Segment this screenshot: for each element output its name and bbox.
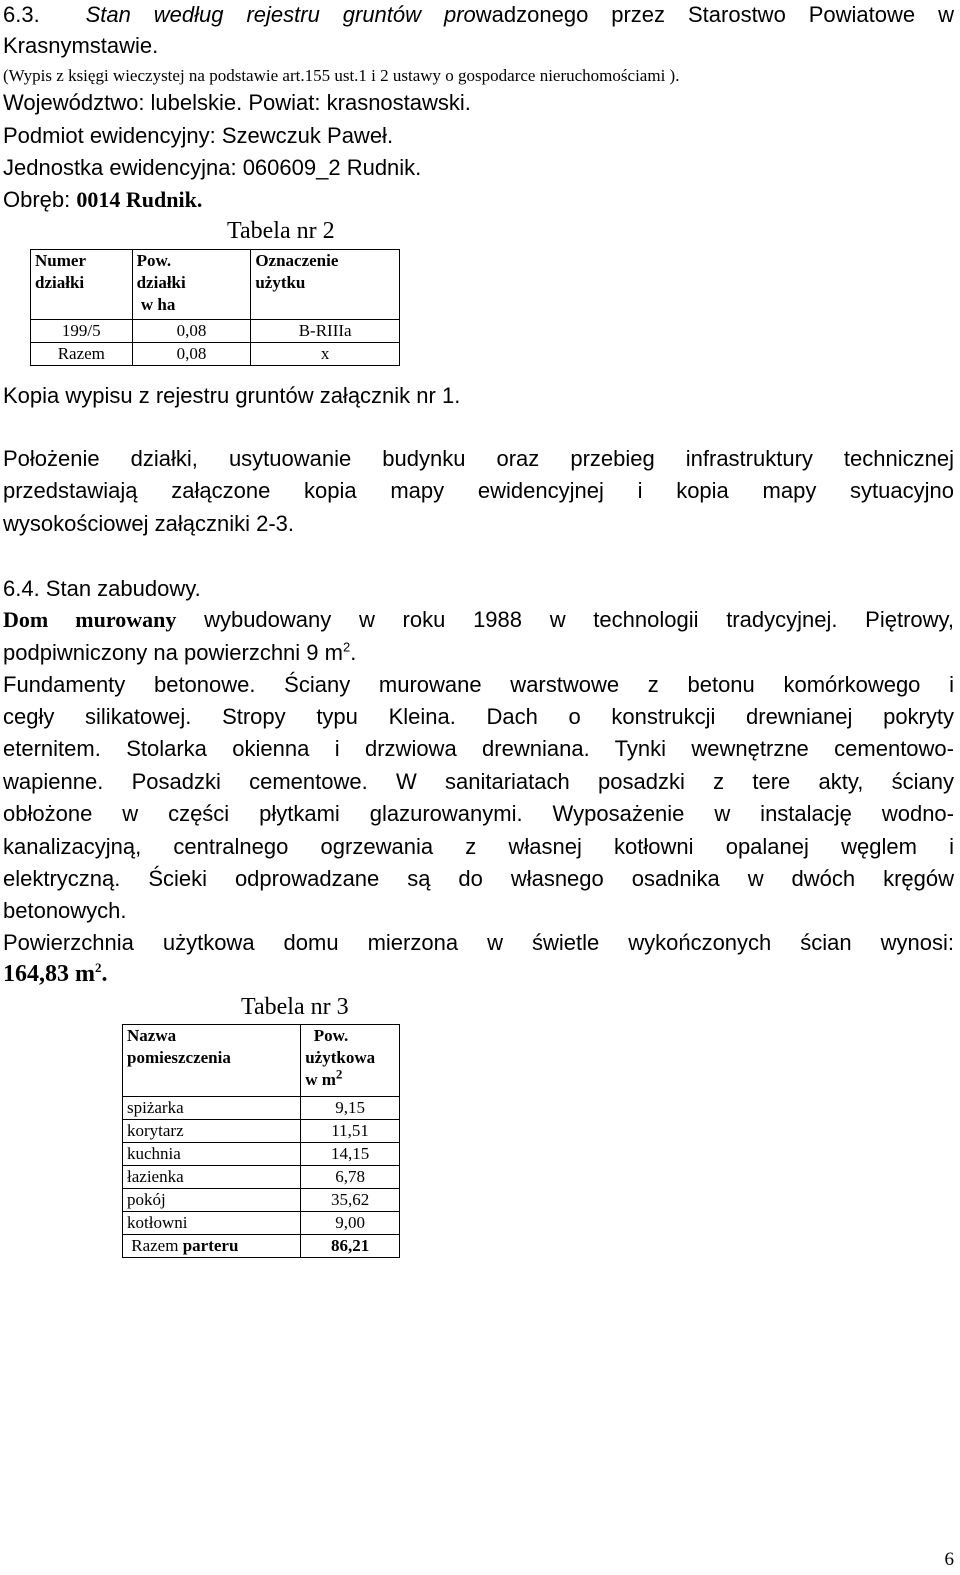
rooms-table [122, 1024, 400, 1258]
table-row: 199/5 0,08 B-RIIIa [31, 320, 400, 343]
table-header-row [123, 1025, 400, 1097]
table-row: pokój 35,62 [123, 1189, 400, 1212]
section-title-line2: Krasnymstawie. [3, 33, 159, 58]
header-cell: Oznaczenie użytku [251, 250, 400, 320]
table-header-row [31, 250, 400, 320]
table-row: kotłowni 9,00 [123, 1212, 400, 1235]
table3-caption: Tabela nr 3 [241, 994, 349, 1020]
location-line: Położenie działki, usytuowanie budynku oraz przebieg infrastruktury technicznej [3, 446, 954, 471]
usable-area-value: 164,83 $m^2$. [3, 960, 108, 987]
description-line: cegły silikatowej. Stropy typu Kleina. Dach o konstrukcji drewnianej pokryty [3, 704, 954, 729]
copy-note: Kopia wypisu z rejestru gruntów załącznik nr 1. [3, 383, 461, 408]
building-type: Dom murowany [3, 607, 177, 632]
section-heading: 6.3. Stan według rejestru gruntów prowadzonego przez Starostwo Powiatowe w [3, 2, 954, 27]
precinct-line: Obręb: 0014 Rudnik. [3, 187, 203, 212]
table-row: spiżarka 9,15 [123, 1097, 400, 1120]
table-row: kuchnia 14,15 [123, 1143, 400, 1166]
table-row: Razem 0,08 x [31, 343, 400, 366]
header-cell: Numer działki [31, 250, 133, 320]
description-line: kanalizacyjną, centralnego ogrzewania z własnej kotłowni opalanej węglem i [3, 834, 954, 859]
table-total-row: Razem parteru 86,21 [123, 1235, 400, 1258]
location-line: przedstawiają załączone kopia mapy ewidencyjnej i kopia mapy sytuacyjno [3, 478, 954, 503]
legal-basis: (Wypis z księgi wieczystej na podstawie art.155 ust.1 i 2 ustawy o gospodarce nieruchomościami ). [3, 66, 680, 85]
description-line: eternitem. Stolarka okienna i drzwiowa drewniana. Tynki wewnętrzne cementowo- [3, 736, 954, 761]
unit-line: Jednostka ewidencyjna: 060609_2 Rudnik. [3, 155, 422, 180]
description-line: Fundamenty betonowe. Ściany murowane warstwowe z betonu komórkowego i [3, 672, 954, 697]
table2-caption: Tabela nr 2 [227, 218, 335, 244]
header-cell: Nazwa pomieszczenia [123, 1025, 301, 1097]
description-line: betonowych. [3, 898, 127, 923]
section-title: Stan według rejestru gruntów pro [85, 2, 476, 27]
description-line: obłożone w części płytkami glazurowanymi. Wyposażenie w instalację wodno- [3, 801, 954, 826]
header-cell: Pow. działki w ha [132, 250, 251, 320]
precinct-value: 0014 Rudnik. [76, 187, 203, 212]
voivodeship-line: Województwo: lubelskie. Powiat: krasnostawski. [3, 90, 471, 115]
table-row: korytarz 11,51 [123, 1120, 400, 1143]
description-line: wapienne. Posadzki cementowe. W sanitariatach posadzki z tere akty, ściany [3, 769, 954, 794]
subject-line: Podmiot ewidencyjny: Szewczuk Paweł. [3, 123, 394, 148]
building-line: podpiwniczony na powierzchni 9 $m^2$. [3, 639, 357, 665]
land-register-table [30, 249, 400, 366]
section-heading-64: 6.4. Stan zabudowy. [3, 576, 201, 601]
location-line: wysokościowej załączniki 2-3. [3, 511, 294, 536]
table-row: łazienka 6,78 [123, 1166, 400, 1189]
description-line: elektryczną. Ścieki odprowadzane są do własnego osadnika w dwóch kręgów [3, 866, 954, 891]
section-title-cont: wadzonego przez Starostwo Powiatowe w [475, 2, 954, 27]
area-line: Powierzchnia użytkowa domu mierzona w świetle wykończonych ścian wynosi: [3, 930, 954, 955]
header-cell: Pow. użytkowa w $m^2$ [301, 1025, 400, 1097]
page-number: 6 [944, 1549, 954, 1570]
building-line: Dom murowany wybudowany w roku 1988 w technologii tradycyjnej. Piętrowy, [3, 607, 955, 632]
